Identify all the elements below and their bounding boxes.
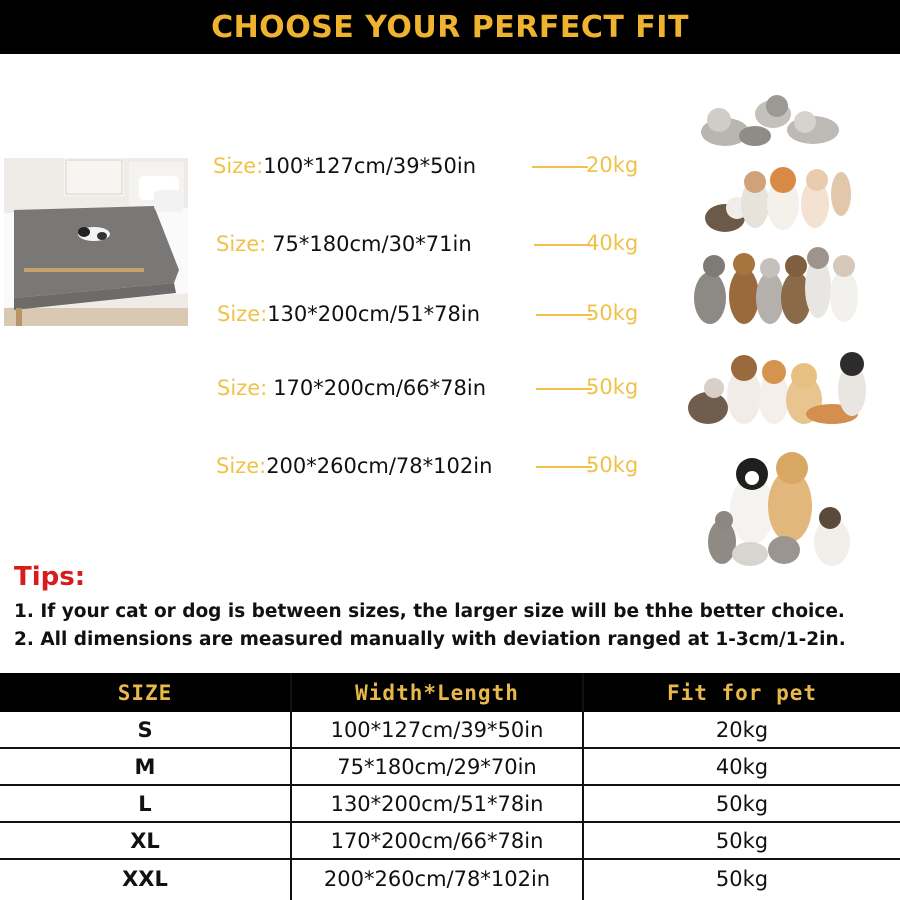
size-option-label: Size:	[217, 376, 268, 400]
cell-dimensions: 75*180cm/29*70in	[337, 754, 537, 779]
size-option-dims: 170*200cm/66*78in	[273, 376, 487, 400]
size-option-label: Size:	[217, 302, 268, 326]
size-option	[213, 151, 476, 181]
cats-and-dogs-photo	[686, 348, 876, 432]
leader-line	[536, 314, 592, 316]
cell-fit: 50kg	[715, 791, 769, 816]
cell-dimensions: 170*200cm/66*78in	[330, 828, 544, 853]
size-option-dims: 100*127cm/39*50in	[263, 154, 477, 178]
table-row	[0, 823, 900, 860]
size-option-weight: 50kg	[586, 453, 639, 477]
table-row	[0, 860, 900, 900]
size-option-label: Size:	[216, 232, 267, 256]
cats-group-photo	[703, 160, 855, 236]
tips-heading: Tips:	[14, 562, 86, 592]
bed-cover-photo	[4, 158, 188, 326]
size-option-dims: 200*260cm/78*102in	[266, 454, 493, 478]
page-title: CHOOSE YOUR PERFECT FIT	[211, 9, 689, 45]
size-option-label: Size:	[216, 454, 267, 478]
leader-line	[534, 244, 590, 246]
cell-size: XL	[130, 828, 160, 853]
column-header-fit: Fit for pet	[666, 680, 818, 705]
leader-line	[532, 166, 588, 168]
cell-dimensions: 130*200cm/51*78in	[330, 791, 544, 816]
size-option-weight: 20kg	[586, 153, 639, 177]
cell-fit: 50kg	[715, 828, 769, 853]
size-option-label: Size:	[213, 154, 264, 178]
title-banner	[0, 0, 900, 54]
cell-fit: 50kg	[715, 867, 769, 891]
column-header-size: SIZE	[117, 680, 173, 705]
cell-size: S	[137, 717, 153, 742]
column-divider	[290, 673, 292, 900]
table-header	[0, 673, 900, 712]
size-option-weight: 50kg	[586, 375, 639, 399]
cell-size: M	[134, 754, 156, 779]
cell-dimensions: 100*127cm/39*50in	[330, 717, 544, 742]
dogs-and-cats-photo	[688, 450, 868, 570]
size-option	[217, 373, 486, 403]
cell-size: XXL	[122, 867, 168, 891]
size-option-dims: 75*180cm/30*71in	[272, 232, 472, 256]
kittens-photo	[695, 88, 845, 152]
tip-item: 2. All dimensions are measured manually with deviation ranged at 1-3cm/1-2in.	[14, 629, 846, 650]
cats-lineup-photo	[690, 244, 862, 328]
size-guide	[0, 54, 900, 559]
size-option-weight: 40kg	[586, 231, 639, 255]
table-row	[0, 749, 900, 786]
size-table	[0, 673, 900, 900]
cell-fit: 20kg	[715, 717, 769, 742]
size-option-weight: 50kg	[586, 301, 639, 325]
cell-size: L	[138, 791, 152, 816]
column-header-dimensions: Width*Length	[355, 680, 519, 705]
cell-fit: 40kg	[715, 754, 769, 779]
column-divider	[582, 673, 584, 900]
tip-item: 1. If your cat or dog is between sizes, the larger size will be thhe better choice.	[14, 601, 845, 622]
size-option	[217, 299, 480, 329]
size-option	[216, 451, 492, 481]
leader-line	[536, 388, 592, 390]
size-option-dims: 130*200cm/51*78in	[267, 302, 481, 326]
cell-dimensions: 200*260cm/78*102in	[323, 867, 551, 891]
table-row	[0, 786, 900, 823]
table-row	[0, 712, 900, 749]
leader-line	[536, 466, 592, 468]
size-option	[216, 229, 472, 259]
